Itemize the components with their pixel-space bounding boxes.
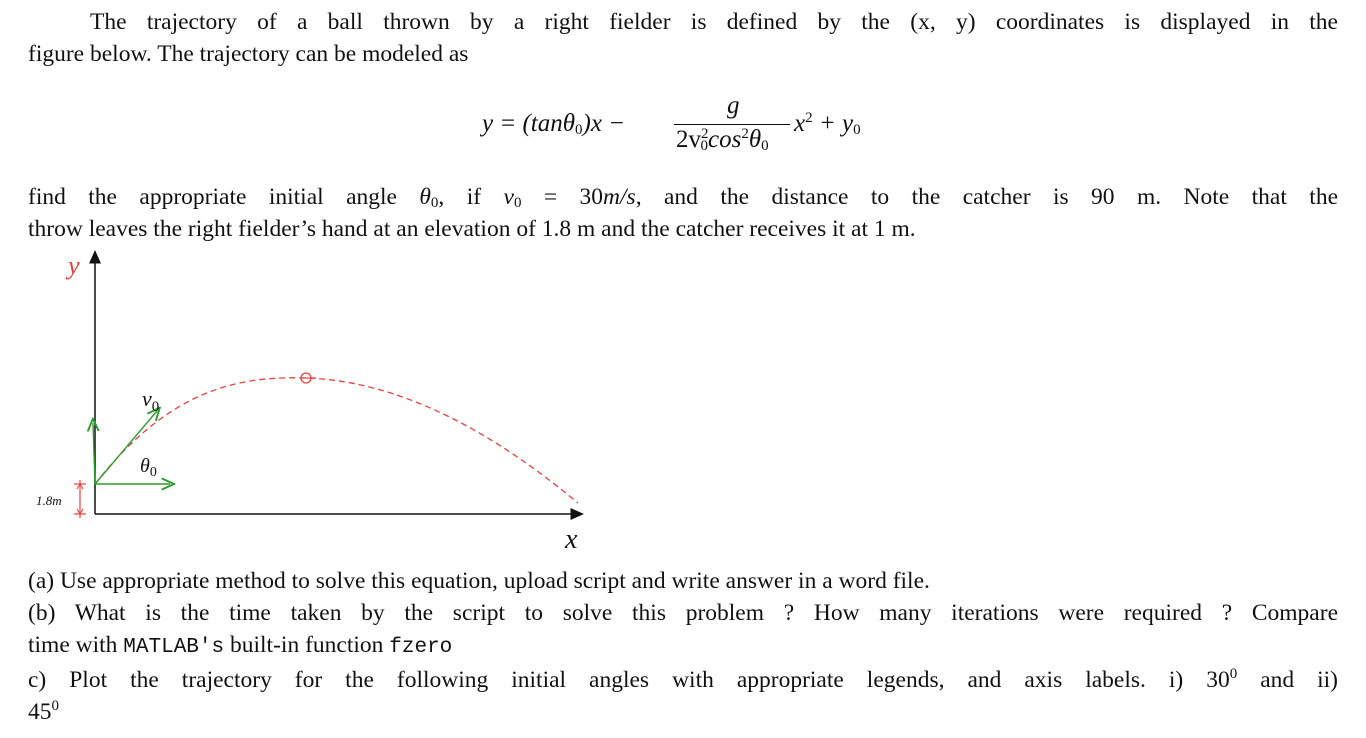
question-b-line-1: (b) What is the time taken by the script to solve this problem ? How many iterations were required ? Compare xyxy=(28,600,1338,626)
fraction-bar xyxy=(674,124,790,125)
y-axis-label: y xyxy=(68,251,80,280)
trajectory-figure xyxy=(0,248,640,558)
intro-line-2: figure below. The trajectory can be modeled as xyxy=(28,41,469,67)
v0-label: $v_0$ xyxy=(142,386,160,415)
question-a: (a) Use appropriate method to solve this equation, upload script and write answer in a word file. xyxy=(28,568,930,594)
problem-line-2: throw leaves the right fielder’s hand at an elevation of 1.8 m and the catcher receives it at 1 m. xyxy=(28,216,916,242)
height-label: 1.8m xyxy=(36,493,62,508)
intro-paragraph xyxy=(28,6,1338,70)
equation-denominator: $2v^2_0\cos^2\theta_0$ xyxy=(676,126,769,154)
question-c-line-1: c) Plot the trajectory for the following initial angles with appropriate legends, and axis labels. i) $30^0$ and ii) xyxy=(28,666,1338,693)
problem-paragraph: find the appropriate initial angle $\theta_0$, if $v_0 = 30m/s$, and the distance to the catcher is 90 m. Note that the throw leaves the right fielder’s hand at an elevation of 1.8 m and the catcher receives it at 1 m. xyxy=(28,181,1338,245)
intro-line-1: The trajectory of a ball thrown by a right fielder is defined by the (x, y) coordinates is displayed in the xyxy=(90,9,1338,35)
equation-numerator: g xyxy=(727,92,740,119)
question-c-line-2: $45^0$ xyxy=(28,698,59,725)
questions xyxy=(28,565,1338,728)
question-b-line-2: time with MATLAB's built-in function fzero xyxy=(28,632,453,659)
x-axis-label: x xyxy=(565,524,578,555)
theta0-label: $\theta_0$ xyxy=(140,455,157,480)
